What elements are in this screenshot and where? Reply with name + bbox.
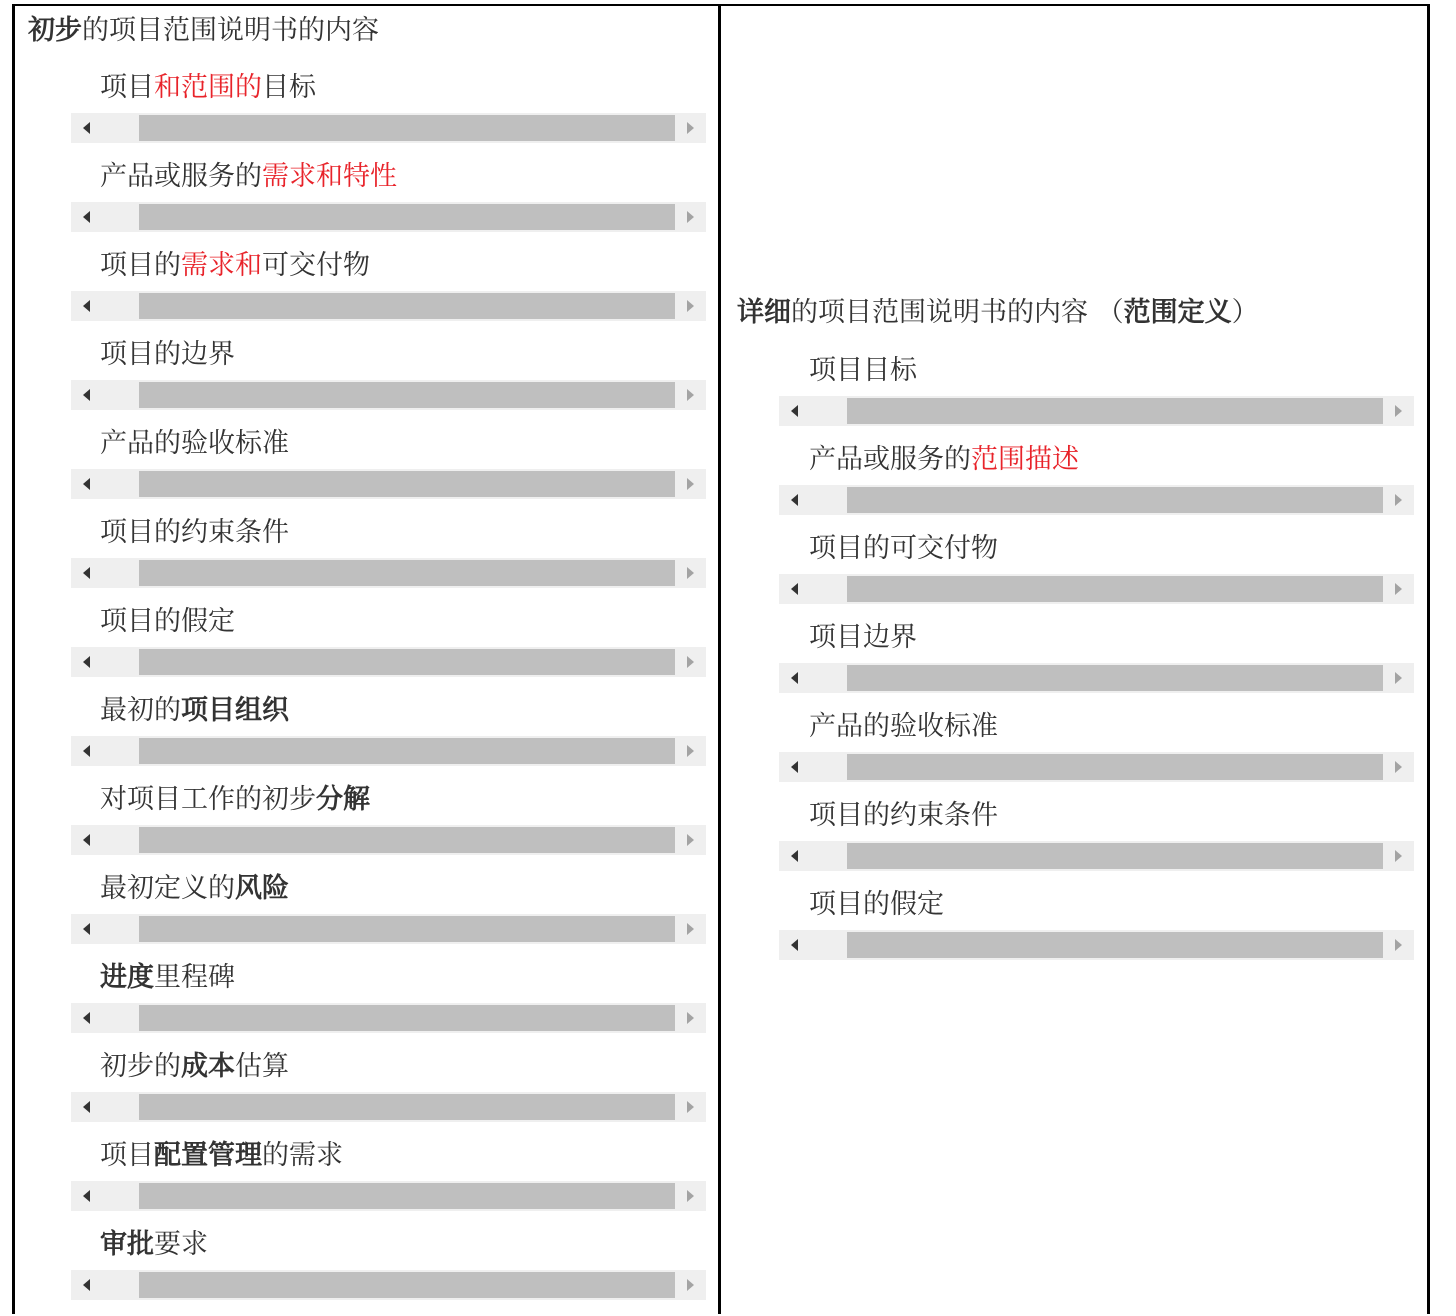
scroll-right-arrow-icon[interactable] [1395, 494, 1402, 506]
label-text: 项目 [100, 1140, 154, 1171]
label-text: 项目边界 [809, 622, 917, 653]
bold-text: 配置管理 [154, 1140, 262, 1171]
left-column-heading [28, 17, 379, 44]
left-item-scrollbar[interactable] [71, 1181, 706, 1211]
label-text: 项目的约束条件 [809, 800, 998, 831]
label-text: 项目的 [100, 250, 181, 281]
scroll-right-arrow-icon[interactable] [687, 1101, 694, 1113]
scroll-left-arrow-icon[interactable] [83, 300, 90, 312]
scrollbar-thumb[interactable] [847, 398, 1383, 424]
highlighted-text: 需求和 [181, 250, 262, 281]
scrollbar-thumb[interactable] [139, 382, 675, 408]
scroll-left-arrow-icon[interactable] [83, 923, 90, 935]
left-item-scrollbar[interactable] [71, 380, 706, 410]
left-item-scrollbar[interactable] [71, 113, 706, 143]
scroll-right-arrow-icon[interactable] [1395, 850, 1402, 862]
scroll-right-arrow-icon[interactable] [687, 1190, 694, 1202]
scrollbar-thumb[interactable] [139, 827, 675, 853]
scroll-left-arrow-icon[interactable] [791, 583, 798, 595]
highlighted-text: 和范围的 [154, 72, 262, 103]
right-item-scrollbar[interactable] [779, 841, 1414, 871]
right-item-scrollbar[interactable] [779, 396, 1414, 426]
right-column [721, 4, 1430, 1314]
left-item-label [100, 875, 289, 902]
scrollbar-thumb[interactable] [139, 1272, 675, 1298]
right-item-scrollbar[interactable] [779, 485, 1414, 515]
right-item-label [809, 357, 917, 384]
scroll-right-arrow-icon[interactable] [687, 122, 694, 134]
label-text: 估算 [235, 1051, 289, 1082]
scroll-right-arrow-icon[interactable] [687, 656, 694, 668]
label-text: ） [1231, 297, 1259, 328]
scrollbar-thumb[interactable] [139, 560, 675, 586]
label-text: 目标 [262, 72, 316, 103]
left-item-scrollbar[interactable] [71, 469, 706, 499]
right-item-label [809, 713, 998, 740]
scrollbar-thumb[interactable] [139, 649, 675, 675]
right-item-scrollbar[interactable] [779, 663, 1414, 693]
left-item-scrollbar[interactable] [71, 1092, 706, 1122]
left-item-label [100, 252, 370, 279]
scrollbar-thumb[interactable] [139, 471, 675, 497]
right-item-scrollbar[interactable] [779, 930, 1414, 960]
bold-text: 审批 [100, 1229, 154, 1260]
scroll-right-arrow-icon[interactable] [687, 567, 694, 579]
scrollbar-thumb[interactable] [847, 932, 1383, 958]
scroll-right-arrow-icon[interactable] [1395, 583, 1402, 595]
scroll-right-arrow-icon[interactable] [1395, 405, 1402, 417]
scrollbar-thumb[interactable] [139, 115, 675, 141]
right-item-label [809, 446, 1079, 473]
label-text: 产品或服务的 [100, 161, 262, 192]
highlighted-text: 范围描述 [971, 444, 1079, 475]
label-text: 产品的验收标准 [809, 711, 998, 742]
scrollbar-thumb[interactable] [139, 738, 675, 764]
bold-text: 进度 [100, 962, 154, 993]
label-text: 最初定义的 [100, 873, 235, 904]
left-item-scrollbar[interactable] [71, 202, 706, 232]
left-item-label [100, 786, 370, 813]
scroll-left-arrow-icon[interactable] [791, 672, 798, 684]
label-text: 产品或服务的 [809, 444, 971, 475]
scrollbar-thumb[interactable] [139, 1183, 675, 1209]
scrollbar-thumb[interactable] [847, 576, 1383, 602]
label-text: 的项目范围说明书的内容 [82, 15, 379, 46]
left-item-label [100, 608, 235, 635]
scroll-left-arrow-icon[interactable] [83, 1012, 90, 1024]
scroll-right-arrow-icon[interactable] [687, 1012, 694, 1024]
scroll-left-arrow-icon[interactable] [791, 939, 798, 951]
scroll-left-arrow-icon[interactable] [791, 494, 798, 506]
left-item-scrollbar[interactable] [71, 825, 706, 855]
scrollbar-thumb[interactable] [847, 487, 1383, 513]
label-text: 项目 [100, 72, 154, 103]
scroll-left-arrow-icon[interactable] [83, 478, 90, 490]
bold-text: 成本 [181, 1051, 235, 1082]
scroll-right-arrow-icon[interactable] [687, 1279, 694, 1291]
label-text: 最初的 [100, 695, 181, 726]
label-text: 项目的假定 [809, 889, 944, 920]
label-text: 的需求 [262, 1140, 343, 1171]
scroll-left-arrow-icon[interactable] [83, 745, 90, 757]
scroll-right-arrow-icon[interactable] [687, 300, 694, 312]
left-item-label [100, 1142, 343, 1169]
left-item-scrollbar[interactable] [71, 558, 706, 588]
right-item-label [809, 802, 998, 829]
right-item-label [809, 535, 998, 562]
left-item-scrollbar[interactable] [71, 914, 706, 944]
left-item-label [100, 1231, 208, 1258]
label-text: 可交付物 [262, 250, 370, 281]
scroll-right-arrow-icon[interactable] [1395, 761, 1402, 773]
label-text: 项目的假定 [100, 606, 235, 637]
left-item-label [100, 74, 316, 101]
scroll-left-arrow-icon[interactable] [83, 1101, 90, 1113]
left-item-label [100, 964, 235, 991]
label-text: 项目的可交付物 [809, 533, 998, 564]
left-item-scrollbar[interactable] [71, 291, 706, 321]
left-item-label [100, 697, 289, 724]
label-text: 对项目工作的初步 [100, 784, 316, 815]
scroll-left-arrow-icon[interactable] [791, 850, 798, 862]
right-item-scrollbar[interactable] [779, 574, 1414, 604]
scrollbar-thumb[interactable] [847, 843, 1383, 869]
label-text: 初步的 [100, 1051, 181, 1082]
scroll-right-arrow-icon[interactable] [687, 478, 694, 490]
scroll-left-arrow-icon[interactable] [83, 656, 90, 668]
scroll-left-arrow-icon[interactable] [83, 122, 90, 134]
scroll-right-arrow-icon[interactable] [687, 389, 694, 401]
bold-text: 项目组织 [181, 695, 289, 726]
scrollbar-thumb[interactable] [139, 916, 675, 942]
left-item-scrollbar[interactable] [71, 1003, 706, 1033]
scrollbar-thumb[interactable] [847, 754, 1383, 780]
left-item-label [100, 341, 235, 368]
scroll-left-arrow-icon[interactable] [83, 1279, 90, 1291]
bold-text: 分解 [316, 784, 370, 815]
right-item-label [809, 891, 944, 918]
bold-text: 风险 [235, 873, 289, 904]
scroll-left-arrow-icon[interactable] [791, 405, 798, 417]
label-text: 要求 [154, 1229, 208, 1260]
scroll-left-arrow-icon[interactable] [83, 389, 90, 401]
scrollbar-thumb[interactable] [139, 1005, 675, 1031]
left-item-scrollbar[interactable] [71, 1270, 706, 1300]
scrollbar-thumb[interactable] [139, 204, 675, 230]
right-column-heading [737, 299, 1259, 326]
scroll-right-arrow-icon[interactable] [687, 745, 694, 757]
scroll-left-arrow-icon[interactable] [791, 761, 798, 773]
left-item-scrollbar[interactable] [71, 647, 706, 677]
scroll-right-arrow-icon[interactable] [687, 211, 694, 223]
highlighted-text: 需求和特性 [262, 161, 397, 192]
label-text: 产品的验收标准 [100, 428, 289, 459]
left-item-label [100, 1053, 289, 1080]
bold-text: 初步 [28, 15, 82, 46]
scrollbar-thumb[interactable] [139, 293, 675, 319]
label-text: 项目的边界 [100, 339, 235, 370]
scroll-right-arrow-icon[interactable] [687, 923, 694, 935]
label-text: 项目目标 [809, 355, 917, 386]
left-item-label [100, 163, 397, 190]
bold-text: 详细 [737, 297, 791, 328]
right-item-label [809, 624, 917, 651]
scroll-left-arrow-icon[interactable] [83, 211, 90, 223]
right-item-scrollbar[interactable] [779, 752, 1414, 782]
label-text: 的项目范围说明书的内容 （ [791, 297, 1124, 328]
scroll-left-arrow-icon[interactable] [83, 1190, 90, 1202]
scroll-right-arrow-icon[interactable] [1395, 939, 1402, 951]
scroll-left-arrow-icon[interactable] [83, 834, 90, 846]
left-item-scrollbar[interactable] [71, 736, 706, 766]
left-item-label [100, 430, 289, 457]
scroll-right-arrow-icon[interactable] [687, 834, 694, 846]
left-item-label [100, 519, 289, 546]
label-text: 项目的约束条件 [100, 517, 289, 548]
scroll-right-arrow-icon[interactable] [1395, 672, 1402, 684]
bold-text: 范围定义 [1123, 297, 1232, 328]
scroll-left-arrow-icon[interactable] [83, 567, 90, 579]
scrollbar-thumb[interactable] [847, 665, 1383, 691]
scrollbar-thumb[interactable] [139, 1094, 675, 1120]
label-text: 里程碑 [154, 962, 235, 993]
